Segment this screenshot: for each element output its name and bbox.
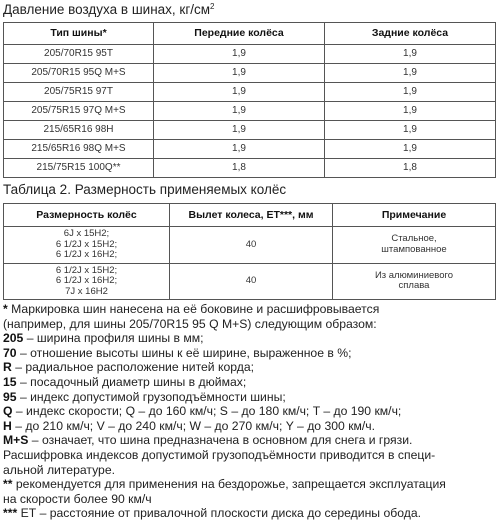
front-pressure-cell: 1,9 <box>154 120 325 139</box>
rear-pressure-cell: 1,9 <box>325 120 496 139</box>
tire-type-cell: 215/75R15 100Q** <box>4 158 154 177</box>
note-line: ** рекомендуется для применения на бездорожье, запрещается эксплуатация <box>3 477 446 492</box>
tire-type-cell: 215/65R16 98H <box>4 120 154 139</box>
tire-pressure-caption: Давление воздуха в шинах, $кг/см^2$ <box>3 2 215 17</box>
tire-type-cell: 205/70R15 95Q M+S <box>4 63 154 82</box>
note-line: (например, для шины 205/70R15 95 Q M+S) следующим образом: <box>3 316 377 331</box>
tire-type-cell: 205/70R15 95T <box>4 44 154 63</box>
rear-pressure-cell: 1,9 <box>325 44 496 63</box>
note-line: на скорости более 90 км/ч <box>3 491 152 506</box>
offset-cell: 40 <box>170 263 333 300</box>
table-row <box>4 139 496 158</box>
front-pressure-cell: 1,8 <box>154 158 325 177</box>
note-line: *** ЕТ – расстояние от привалочной плоскости диска до середины обода. <box>3 506 421 521</box>
rear-pressure-cell: 1,8 <box>325 158 496 177</box>
superscript-2: 2 <box>210 2 215 11</box>
note-line: Q – индекс скорости; Q – до 160 км/ч; S – до 180 км/ч; T – до 190 км/ч; <box>3 404 402 419</box>
table-row <box>4 158 496 177</box>
note-line: 70 – отношение высоты шины к её ширине, выраженное в %; <box>3 345 352 360</box>
wheel-size-table <box>3 203 496 300</box>
table-row <box>4 82 496 101</box>
note-cell: Стальное, штампованное <box>333 227 496 264</box>
header-wheel-size: Размерность колёс <box>4 204 170 227</box>
note-line: H – до 210 км/ч; V – до 240 км/ч; W – до 270 км/ч; Y – до 300 км/ч. <box>3 418 376 433</box>
table-row <box>4 44 496 63</box>
table-row <box>4 120 496 139</box>
rear-pressure-cell: 1,9 <box>325 63 496 82</box>
front-pressure-cell: 1,9 <box>154 101 325 120</box>
note-line: 205 – ширина профиля шины в мм; <box>3 331 204 346</box>
note-line: 15 – посадочный диаметр шины в дюймах; <box>3 374 247 389</box>
tire-type-cell: 215/65R16 98Q M+S <box>4 139 154 158</box>
rear-pressure-cell: 1,9 <box>325 82 496 101</box>
wheel-sizes-cell: 6 1/2J x 15H2; 6 1/2J x 16H2; 7J x 16H2 <box>4 263 170 300</box>
rear-pressure-cell: 1,9 <box>325 139 496 158</box>
tire-pressure-table <box>3 22 496 178</box>
header-tire-type: Тип шины* <box>4 23 154 45</box>
tire-type-cell: 205/75R15 97Q M+S <box>4 101 154 120</box>
table-header-row <box>4 23 496 45</box>
note-line: M+S – означает, что шина предназначена в основном для снега и грязи. <box>3 433 413 448</box>
front-pressure-cell: 1,9 <box>154 139 325 158</box>
front-pressure-cell: 1,9 <box>154 63 325 82</box>
header-wheel-offset: Вылет колеса, ET***, мм <box>170 204 333 227</box>
front-pressure-cell: 1,9 <box>154 82 325 101</box>
note-line: R – радиальное расположение нитей корда; <box>3 360 255 375</box>
table-row <box>4 101 496 120</box>
offset-cell: 40 <box>170 227 333 264</box>
table-row <box>4 263 496 300</box>
table-header-row <box>4 204 496 227</box>
footnotes <box>3 302 497 521</box>
table-row <box>4 63 496 82</box>
table-row <box>4 227 496 264</box>
note-line: Расшифровка индексов допустимой грузоподъёмности приводится в специ- <box>3 447 436 462</box>
note-line: * Маркировка шин нанесена на её боковине и расшифровывается <box>3 302 380 316</box>
wheel-size-caption: Таблица 2. Размерность применяемых колёс <box>3 182 287 197</box>
header-rear-wheels: Задние колёса <box>325 23 496 45</box>
wheel-sizes-cell: 6J x 15H2; 6 1/2J x 15H2; 6 1/2J x 16H2; <box>4 227 170 264</box>
header-front-wheels: Передние колёса <box>154 23 325 45</box>
note-line: 95 – индекс допустимой грузоподъёмности шины; <box>3 389 286 404</box>
rear-pressure-cell: 1,9 <box>325 101 496 120</box>
header-note: Примечание <box>333 204 496 227</box>
note-line: альной литературе. <box>3 462 115 477</box>
front-pressure-cell: 1,9 <box>154 44 325 63</box>
tire-type-cell: 205/75R15 97T <box>4 82 154 101</box>
note-cell: Из алюминиевого сплава <box>333 263 496 300</box>
